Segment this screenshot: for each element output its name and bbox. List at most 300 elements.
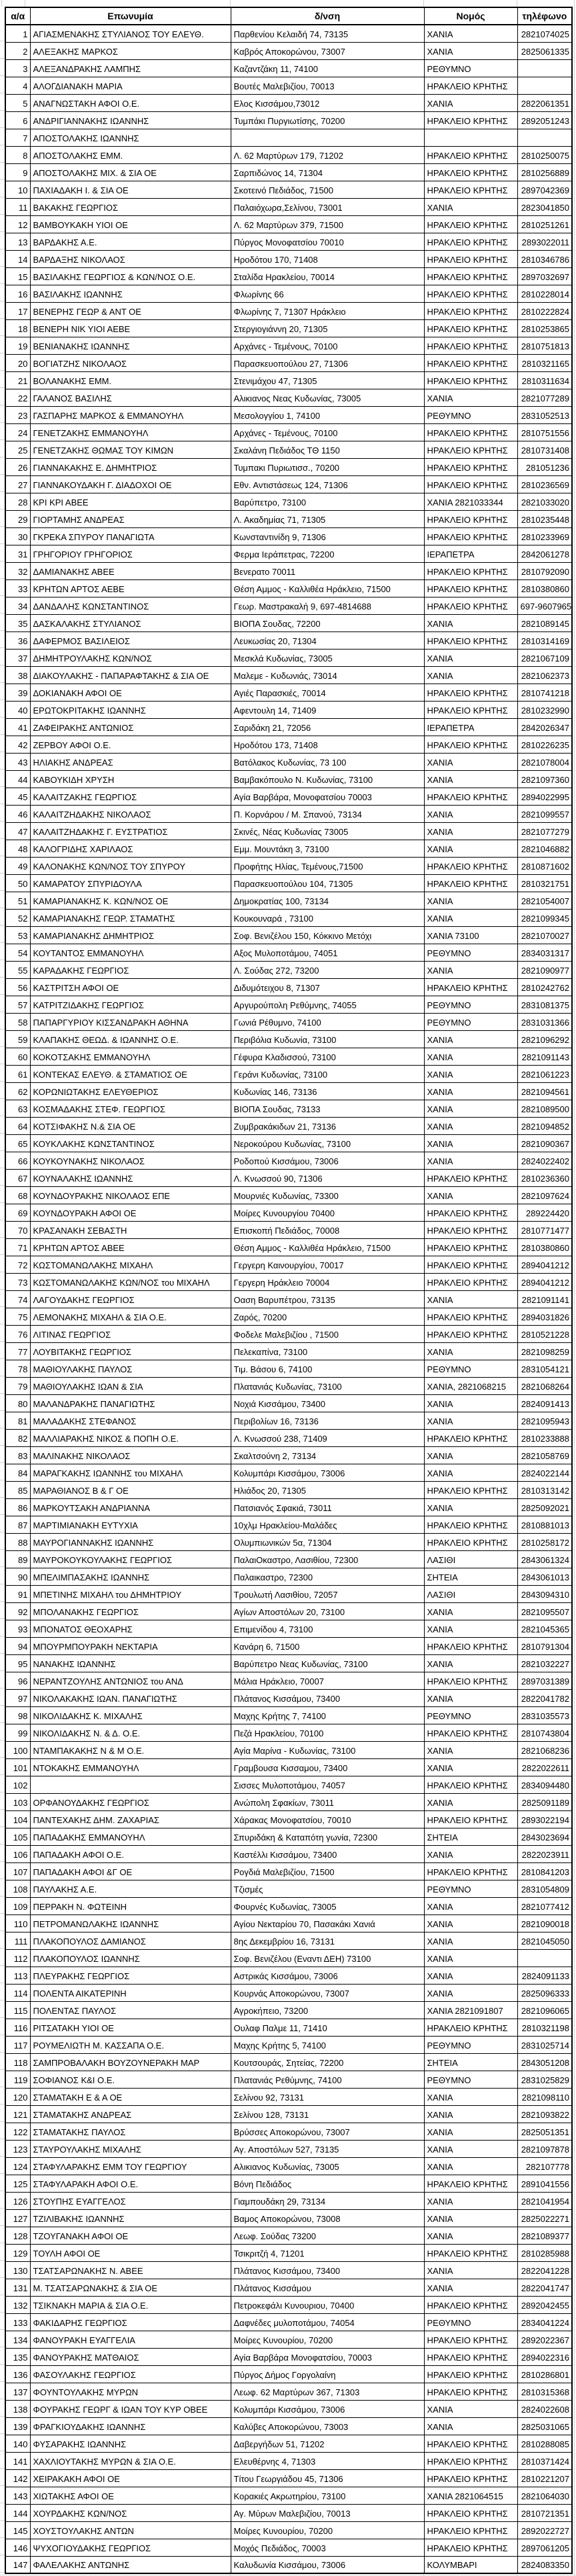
table-row [5,736,572,753]
address-cell: Σαριδάκη 21, 72056 [231,718,424,736]
table-row [5,1169,572,1186]
name-cell: ΒΑΜΒΟΥΚΑΚΗ ΥΙΟΙ ΟΕ [30,215,231,233]
index-cell: 111 [5,1932,30,1949]
phone-cell: 2810791304 [517,1637,572,1654]
phone-cell: 2821098110 [517,2088,572,2105]
index-cell: 130 [5,2261,30,2279]
nomos-cell: ΧΑΝΙΑ [424,2088,517,2105]
phone-cell: 2834094480 [517,1776,572,1793]
phone-cell: 2822023911 [517,1845,572,1862]
address-cell [231,129,424,146]
nomos-cell: ΗΡΑΚΛΕΙΟ ΚΡΗΤΗΣ [424,631,517,649]
phone-cell: 2821078004 [517,753,572,770]
nomos-cell: ΧΑΝΙΑ [424,1290,517,1308]
table-row [5,2521,572,2539]
phone-cell: 2821064030 [517,2487,572,2504]
address-cell: Αρχάνες - Τεμένους, 70100 [231,423,424,441]
index-cell: 9 [5,163,30,181]
table-row [5,1776,572,1793]
nomos-cell: ΗΡΑΚΛΕΙΟ ΚΡΗΤΗΣ [424,302,517,319]
name-cell [30,1776,231,1793]
nomos-cell: ΧΑΝΙΑ [424,1048,517,1065]
phone-cell: 697-9607965 [517,597,572,614]
name-cell: ΣΑΜΠΡΟΒΑΛΑΚΗ ΒΟΥΖΟΥΝΕΡΑΚΗ ΜΑΡ [30,2053,231,2071]
name-cell: ΑΝΔΡΙΓΙΑΝΝΑΚΗΣ ΙΩΑΝΝΗΣ [30,111,231,129]
phone-cell: 2821067109 [517,649,572,666]
nomos-cell: ΧΑΝΙΑ [424,840,517,857]
nomos-cell: ΗΡΑΚΛΕΙΟ ΚΡΗΤΗΣ [424,1533,517,1550]
table-row [5,354,572,371]
address-cell: Πατσιανός Σφακιά, 73011 [231,1498,424,1516]
nomos-cell: ΗΡΑΚΛΕΙΟ ΚΡΗΤΗΣ [424,146,517,163]
name-cell: ΚΡΗΤΩΝ ΑΡΤΟΣ ΑΒΕΕ [30,1238,231,1256]
address-cell: Μεσκλά Κυδωνίας, 73005 [231,649,424,666]
name-cell: ΦΑΝΟΥΡΑΚΗ ΕΥΑΓΓΕΛΙΑ [30,2331,231,2348]
phone-cell: 2897042369 [517,181,572,198]
index-cell: 134 [5,2331,30,2348]
phone-cell: 2810228014 [517,285,572,302]
nomos-cell: ΗΡΑΚΛΕΙΟ ΚΡΗΤΗΣ [424,2383,517,2400]
phone-cell: 2810236569 [517,475,572,493]
index-cell: 19 [5,337,30,354]
index-cell: 6 [5,111,30,129]
index-cell: 78 [5,1360,30,1377]
index-cell: 23 [5,406,30,423]
index-cell: 35 [5,614,30,631]
table-row [5,822,572,840]
name-cell: ΚΑΛΟΓΡΙΔΗΣ ΧΑΡΙΛΑΟΣ [30,840,231,857]
phone-cell: 2821094561 [517,1082,572,1100]
index-cell: 100 [5,1741,30,1758]
table-row [5,2331,572,2348]
nomos-cell: ΗΡΑΚΛΕΙΟ ΚΡΗΤΗΣ [424,2435,517,2452]
nomos-cell: ΗΡΑΚΛΕΙΟ ΚΡΗΤΗΣ [424,215,517,233]
address-cell: Προφήτης Ηλίας, Τεμένους,71500 [231,857,424,874]
index-cell: 82 [5,1429,30,1446]
table-row [5,1394,572,1412]
table-row [5,944,572,961]
table-header [5,7,572,25]
nomos-cell: ΗΡΑΚΛΕΙΟ ΚΡΗΤΗΣ [424,441,517,458]
nomos-cell: ΧΑΝΙΑ [424,389,517,406]
nomos-cell: ΗΡΑΚΛΕΙΟ ΚΡΗΤΗΣ [424,701,517,718]
table-row [5,2348,572,2365]
name-cell: ΑΝΑΓΝΩΣΤΑΚΗ ΑΦΟΙ Ο.Ε. [30,94,231,111]
nomos-cell: ΙΕΡΑΠΕΤΡΑ [424,545,517,562]
phone-cell: 2821091141 [517,1290,572,1308]
phone-cell: 2831035573 [517,1706,572,1724]
phone-cell: 2892022727 [517,2521,572,2539]
address-cell: Αστρικάς Κισσάμου, 73006 [231,1967,424,1984]
address-cell: Ελευθέρνης 4, 71303 [231,2452,424,2469]
index-cell: 138 [5,2400,30,2417]
table-row [5,1828,572,1845]
phone-cell: 2821097360 [517,770,572,788]
table-row [5,441,572,458]
phone-cell: 2822022611 [517,1758,572,1776]
index-cell: 43 [5,753,30,770]
index-cell: 17 [5,302,30,319]
index-cell: 116 [5,2019,30,2036]
name-cell: ΜΑΡΑΓΚΑΚΗΣ ΙΩΑΝΝΗΣ του ΜΙΧΑΗΛ [30,1464,231,1481]
name-cell: ΝΙΚΟΛΑΚΑΚΗΣ ΙΩΑΝ. ΠΑΝΑΓΙΩΤΗΣ [30,1689,231,1706]
index-cell: 29 [5,510,30,527]
nomos-cell: ΧΑΝΙΑ [424,649,517,666]
table-row [5,874,572,892]
name-cell: ΝΕΡΑΝΤΖΟΥΛΗΣ ΑΝΤΩΝΙΟΣ του ΑΝΔ [30,1672,231,1689]
phone-cell: 2810371424 [517,2452,572,2469]
index-cell: 60 [5,1048,30,1065]
index-cell: 11 [5,198,30,215]
address-cell: Αγία Βαρβάρα, Μονοφατσίου 70003 [231,788,424,805]
phone-cell: 2825092021 [517,1498,572,1516]
name-cell: ΚΑΜΑΡΙΑΝΑΚΗΣ ΔΗΜΗΤΡΙΟΣ [30,926,231,944]
name-cell: ΒΕΝΕΡΗ ΝΙΚ ΥΙΟΙ ΑΕΒΕ [30,319,231,337]
index-cell: 101 [5,1758,30,1776]
table-row [5,978,572,996]
index-cell: 128 [5,2227,30,2244]
index-cell: 22 [5,389,30,406]
index-cell: 115 [5,2001,30,2019]
phone-cell: 2821045050 [517,1932,572,1949]
name-cell: ΦΟΥΡΑΚΗΣ ΓΕΩΡΓ & ΙΩΑΝ ΤΟΥ ΚΥΡ ΟΒΕΕ [30,2400,231,2417]
phone-cell: 2842061278 [517,545,572,562]
name-cell: ΠΛΑΚΟΠΟΥΛΟΣ ΔΑΜΙΑΝΟΣ [30,1932,231,1949]
index-cell: 108 [5,1880,30,1897]
phone-cell: 2810253865 [517,319,572,337]
name-cell: ΛΙΤΙΝΑΣ ΓΕΩΡΓΙΟΣ [30,1325,231,1342]
name-cell: ΜΠΕΛΙΜΠΑΣΑΚΗΣ ΙΩΑΝΝΗΣ [30,1568,231,1585]
nomos-cell: ΡΕΘΥΜΝΟ [424,406,517,423]
address-cell: Σκαλάνη Πεδιάδος ΤΘ 1150 [231,441,424,458]
address-cell: Βαμος Αποκορώνου, 73008 [231,2209,424,2227]
address-cell: Ολυμπιωνικών 5α, 71304 [231,1533,424,1550]
table-row [5,1360,572,1377]
address-cell: Αγία Μαρίνα - Κυδωνίας, 73100 [231,1741,424,1758]
phone-cell: 2821062373 [517,666,572,684]
address-cell: Κωνσταντινίδη 9, 71306 [231,527,424,545]
name-cell: ΚΑΜΑΡΑΤΟΥ ΣΠΥΡΙΔΟΥΛΑ [30,874,231,892]
table-row [5,2157,572,2175]
address-cell: 10χλμ Ηρακλείου-Μαλάδες [231,1516,424,1533]
nomos-cell: ΗΡΑΚΛΕΙΟ ΚΡΗΤΗΣ [424,1810,517,1828]
address-cell: Κολυμπάρι Κισσάμου, 73006 [231,2400,424,2417]
phone-cell: 2810721351 [517,2504,572,2521]
name-cell: ΚΩΣΤΟΜΑΝΩΛΑΚΗΣ ΜΙΧΑΗΛ [30,1256,231,1273]
phone-cell: 2831052513 [517,406,572,423]
index-cell: 24 [5,423,30,441]
index-cell: 76 [5,1325,30,1342]
phone-cell: 2810346786 [517,250,572,267]
phone-cell: 2894031826 [517,1308,572,1325]
address-cell: Νοχιά Κισσάμου, 73400 [231,1394,424,1412]
phone-cell: 2824022144 [517,1464,572,1481]
nomos-cell: ΧΑΝΙΑ [424,25,517,42]
phone-cell: 2810233888 [517,1429,572,1446]
address-cell: Κουτσουράς, Σητείας, 72200 [231,2053,424,2071]
phone-cell: 2831054809 [517,1880,572,1897]
index-cell: 104 [5,1810,30,1828]
index-cell: 107 [5,1862,30,1880]
address-cell: Γεράνι Κυδωνίας, 73100 [231,1065,424,1082]
nomos-cell: ΗΡΑΚΛΕΙΟ ΚΡΗΤΗΣ [424,1169,517,1186]
phone-cell: 2821089377 [517,2227,572,2244]
address-cell: Κουρνάς Αποκορώνου, 73007 [231,1984,424,2001]
nomos-cell: ΗΡΑΚΛΕΙΟ ΚΡΗΤΗΣ [424,319,517,337]
phone-cell: 2821074025 [517,25,572,42]
name-cell: ΤΖΙΛΙΒΑΚΗΣ ΙΩΑΝΝΗΣ [30,2209,231,2227]
phone-cell: 2810221207 [517,2469,572,2487]
index-cell: 120 [5,2088,30,2105]
table-row [5,510,572,527]
address-cell: Μάλια Ηράκλειο, 70007 [231,1672,424,1689]
table-row [5,857,572,874]
name-cell: ΝΙΚΟΛΙΔΑΚΗΣ Κ. ΜΙΧΑΛΗΣ [30,1706,231,1724]
name-cell: ΑΛΕΞΑΝΔΡΑΚΗΣ ΛΑΜΠΗΣ [30,59,231,77]
phone-cell: 2810380860 [517,1238,572,1256]
name-cell: ΚΑΛΑΙΤΖΗΔΑΚΗΣ Γ. ΕΥΣΤΡΑΤΙΟΣ [30,822,231,840]
address-cell: Πλατανιάς Ρεθύμνης, 74100 [231,2071,424,2088]
address-cell: Διδυμότειχου 8, 71307 [231,978,424,996]
index-cell: 93 [5,1620,30,1637]
address-cell: Γεωρ. Μαστρακαλή 9, 697-4814688 [231,597,424,614]
name-cell: ΧΟΥΡΔΑΚΗΣ ΚΩΝ/ΝΟΣ [30,2504,231,2521]
phone-cell: 2843061013 [517,1568,572,1585]
table-row [5,631,572,649]
phone-cell: 2893022194 [517,1810,572,1828]
index-cell: 34 [5,597,30,614]
name-cell: ΒΑΣΙΛΑΚΗΣ ΓΕΩΡΓΙΟΣ & ΚΩΝ/ΝΟΣ Ο.Ε. [30,267,231,285]
phone-cell: 2834041224 [517,2313,572,2331]
sheet-gridline [423,0,424,7]
name-cell: ΦΥΣΑΡΑΚΗΣ ΙΩΑΝΝΗΣ [30,2435,231,2452]
address-cell: Ηροδότου 170, 71408 [231,250,424,267]
phone-cell: 2810321198 [517,2019,572,2036]
name-cell: ΚΟΚΟΤΣΑΚΗΣ ΕΜΜΑΝΟΥΗΛ [30,1048,231,1065]
phone-cell: 2821097624 [517,1186,572,1204]
table-row [5,2365,572,2383]
phone-cell: 2843051208 [517,2053,572,2071]
table-row [5,1221,572,1238]
name-cell: ΝΑΝΑΚΗΣ ΙΩΑΝΝΗΣ [30,1654,231,1672]
address-cell: Σταλίδα Ηρακλείου, 70014 [231,267,424,285]
nomos-cell: ΧΑΝΙΑ [424,2123,517,2140]
name-cell: ΦΑΛΕΛΑΚΗΣ ΑΝΤΩΝΗΣ [30,2556,231,2573]
nomos-cell: ΧΑΝΙΑ, 2821068215 [424,1377,517,1394]
phone-cell: 2843023694 [517,1828,572,1845]
table-row [5,684,572,701]
address-cell: Λεωφ. 62 Μαρτύρων 367, 71303 [231,2383,424,2400]
index-cell: 88 [5,1533,30,1550]
index-cell: 49 [5,857,30,874]
table-row [5,302,572,319]
table-row [5,614,572,631]
name-cell: ΚΟΥΝΑΛΑΚΗΣ ΙΩΑΝΝΗΣ [30,1169,231,1186]
nomos-cell: ΗΡΑΚΛΕΙΟ ΚΡΗΤΗΣ [424,1221,517,1238]
index-cell: 57 [5,996,30,1013]
phone-cell: 2824022402 [517,1152,572,1169]
nomos-cell: ΧΑΝΙΑ [424,805,517,822]
nomos-cell: ΗΡΑΚΛΕΙΟ ΚΡΗΤΗΣ [424,2504,517,2521]
name-cell: ΛΑΓΟΥΔΑΚΗΣ ΓΕΩΡΓΙΟΣ [30,1290,231,1308]
name-cell: ΧΕΙΡΑΚΑΚΗ ΑΦΟΙ ΟΕ [30,2469,231,2487]
nomos-cell: ΧΑΝΙΑ [424,1134,517,1152]
name-cell: ΚΑΛΑΙΤΖΑΚΗΣ ΓΕΩΡΓΙΟΣ [30,788,231,805]
name-cell: ΑΛΕΞΑΚΗΣ ΜΑΡΚΟΣ [30,42,231,59]
address-cell: Κολυμπάρι Κισσάμου, 73006 [231,1464,424,1481]
address-cell: Αγίων Αποστόλων 20, 73100 [231,1602,424,1620]
address-cell: Βαμβακόπουλο Ν. Κυδωνίας, 73100 [231,770,424,788]
nomos-cell: ΗΡΑΚΛΕΙΟ ΚΡΗΤΗΣ [424,2244,517,2261]
nomos-cell: ΗΡΑΚΛΕΙΟ ΚΡΗΤΗΣ [424,1516,517,1533]
address-cell: Επιμενίδου 4, 73100 [231,1620,424,1637]
index-cell: 114 [5,1984,30,2001]
nomos-cell: ΗΡΑΚΛΕΙΟ ΚΡΗΤΗΣ [424,1776,517,1793]
table-row [5,1897,572,1914]
nomos-cell: ΗΡΑΚΛΕΙΟ ΚΡΗΤΗΣ [424,2539,517,2556]
address-cell: Πεζά Ηρακλείου, 70100 [231,1724,424,1741]
table-row [5,2504,572,2521]
nomos-cell: ΧΑΝΙΑ [424,1186,517,1204]
name-cell: ΚΟΝΤΕΚΑΣ ΕΛΕΥΘ. & ΣΤΑΜΑΤΙΟΣ ΟΕ [30,1065,231,1082]
address-cell: Ρογδιά Μαλεβιζίου, 71500 [231,1862,424,1880]
index-cell: 110 [5,1914,30,1932]
phone-cell: 2821093822 [517,2105,572,2123]
name-cell: ΝΤΑΜΠΑΚΑΚΗΣ Ν & Μ Ο.Ε. [30,1741,231,1758]
index-cell: 83 [5,1446,30,1464]
address-cell: Σελίνου 92, 73131 [231,2088,424,2105]
address-cell: Πετροκεφάλι Κυνουριου, 70400 [231,2296,424,2313]
phone-cell: 2810314169 [517,631,572,649]
table-row [5,1117,572,1134]
nomos-cell: ΧΑΝΙΑ [424,892,517,909]
name-cell: ΑΓΙΑΣΜΕΝΑΚΗΣ ΣΤΥΛΙΑΝΟΣ ΤΟΥ ΕΛΕΥΘ. [30,25,231,42]
table-row [5,909,572,926]
table-row [5,649,572,666]
index-cell: 142 [5,2469,30,2487]
phone-cell: 2821041954 [517,2192,572,2209]
name-cell: ΚΑΜΑΡΙΑΝΑΚΗΣ ΓΕΩΡ. ΣΤΑΜΑΤΗΣ [30,909,231,926]
table-row [5,1654,572,1672]
nomos-cell: ΧΑΝΙΑ [424,1932,517,1949]
index-cell: 39 [5,684,30,701]
nomos-cell: ΧΑΝΙΑ [424,1654,517,1672]
address-cell: Πλάτανος Κισσάμου, 73400 [231,2261,424,2279]
name-cell: ΧΙΩΤΑΚΗΣ ΑΦΟΙ ΟΕ [30,2487,231,2504]
name-cell: ΓΑΛΑΝΟΣ ΒΑΣΙΛΗΣ [30,389,231,406]
address-cell: Μουρνιές Κυδωνίας, 73300 [231,1186,424,1204]
phone-cell: 2831031366 [517,1013,572,1030]
index-cell: 44 [5,770,30,788]
nomos-cell: ΗΡΑΚΛΕΙΟ ΚΡΗΤΗΣ [424,1672,517,1689]
index-cell: 13 [5,233,30,250]
name-cell: ΠΛΕΥΡΑΚΗΣ ΓΕΩΡΓΙΟΣ [30,1967,231,1984]
index-cell: 75 [5,1308,30,1325]
name-cell: ΜΠΟΥΡΜΠΟΥΡΑΚΗ ΝΕΚΤΑΡΙΑ [30,1637,231,1654]
address-cell: Μοίρες Κυνουρίου, 70200 [231,2331,424,2348]
table-row [5,337,572,354]
address-cell: Παρασκευοπούλου 104, 71305 [231,874,424,892]
suppliers-table [5,7,573,2574]
name-cell: ΚΡΗΤΩΝ ΑΡΤΟΣ ΑΕΒΕ [30,579,231,597]
name-cell: ΚΡΙ ΚΡΙ ΑΒΕΕ [30,493,231,510]
name-cell: ΣΤΑΜΑΤΑΚΗΣ ΑΝΔΡΕΑΣ [30,2105,231,2123]
index-cell: 64 [5,1117,30,1134]
table-row [5,129,572,146]
index-cell: 66 [5,1152,30,1169]
index-cell: 52 [5,909,30,926]
address-cell: Γεργερη Ηράκλειο 70004 [231,1273,424,1290]
phone-cell [517,59,572,77]
address-cell: Αγ. Μύρων Μαλεβιζίου, 70013 [231,2504,424,2521]
nomos-cell: ΡΕΘΥΜΝΟ [424,59,517,77]
nomos-cell: ΗΡΑΚΛΕΙΟ ΚΡΗΤΗΣ [424,163,517,181]
phone-cell: 289224420 [517,1204,572,1221]
index-cell: 79 [5,1377,30,1394]
address-cell: 8ης Δεκεμβρίου 16, 73131 [231,1932,424,1949]
table-row [5,198,572,215]
nomos-cell: ΗΡΑΚΛΕΙΟ ΚΡΗΤΗΣ [424,1481,517,1498]
index-cell: 25 [5,441,30,458]
name-cell: ΤΟΥΛΗ ΑΦΟΙ ΟΕ [30,2244,231,2261]
phone-cell: 2810841203 [517,1862,572,1880]
name-cell: ΒΑΚΑΚΗΣ ΓΕΩΡΓΙΟΣ [30,198,231,215]
table-row [5,961,572,978]
index-cell: 61 [5,1065,30,1082]
phone-cell: 2825051351 [517,2123,572,2140]
address-cell: Βατόλακος Κυδωνίας, 73 100 [231,753,424,770]
address-cell: Παλαικαστρο, 72300 [231,1568,424,1585]
nomos-cell: ΧΑΝΙΑ [424,1793,517,1810]
name-cell: ΠΑΧΙΑΔΑΚΗ Ι. & ΣΙΑ ΟΕ [30,181,231,198]
nomos-cell: ΗΡΑΚΛΕΙΟ ΚΡΗΤΗΣ [424,181,517,198]
table-row [5,1741,572,1758]
address-cell: Λευκωσίας 20, 71304 [231,631,424,649]
address-cell: Σισσες Μυλοποτάμου, 74057 [231,1776,424,1793]
phone-cell: 2821054007 [517,892,572,909]
nomos-cell: ΗΡΑΚΛΕΙΟ ΚΡΗΤΗΣ [424,857,517,874]
index-cell: 63 [5,1100,30,1117]
name-cell: ΚΑΒΟΥΚΙΔΗ ΧΡΥΣΗ [30,770,231,788]
index-cell: 1 [5,25,30,42]
phone-cell: 2810236360 [517,1169,572,1186]
address-cell: Φοδελε Μαλεβιζίου , 71500 [231,1325,424,1342]
table-row [5,2175,572,2192]
index-cell: 86 [5,1498,30,1516]
name-cell: ΚΟΥΤΑΝΤΟΣ ΕΜΜΑΝΟΥΗΛ [30,944,231,961]
name-cell: ΜΠΕΤΙΝΗΣ ΜΙΧΑΗΛ του ΔΗΜΗΤΡΙΟΥ [30,1585,231,1602]
phone-cell: 2823041850 [517,198,572,215]
address-cell: Μαχης Κρήτης 5, 74100 [231,2036,424,2053]
phone-cell: 2810313142 [517,1481,572,1498]
table-row [5,1464,572,1481]
index-cell: 48 [5,840,30,857]
address-cell: Δαφνέδες μυλοποτάμου, 74054 [231,2313,424,2331]
index-cell: 139 [5,2417,30,2435]
table-row [5,926,572,944]
nomos-cell: ΧΑΝΙΑ [424,1967,517,1984]
table-row [5,2296,572,2313]
phone-cell: 2821089500 [517,1100,572,1117]
phone-cell: 2810741218 [517,684,572,701]
name-cell: ΣΤΑΜΑΤΑΚΗ Ε & Α ΟΕ [30,2088,231,2105]
nomos-cell: ΧΑΝΙΑ 2821033344 [424,493,517,510]
phone-cell: 2897031389 [517,1672,572,1689]
address-cell: Πλατανιάς Κυδωνίας, 73100 [231,1377,424,1394]
phone-cell: 2894041212 [517,1256,572,1273]
nomos-cell: ΧΑΝΙΑ [424,1741,517,1758]
phone-cell: 2821099345 [517,909,572,926]
